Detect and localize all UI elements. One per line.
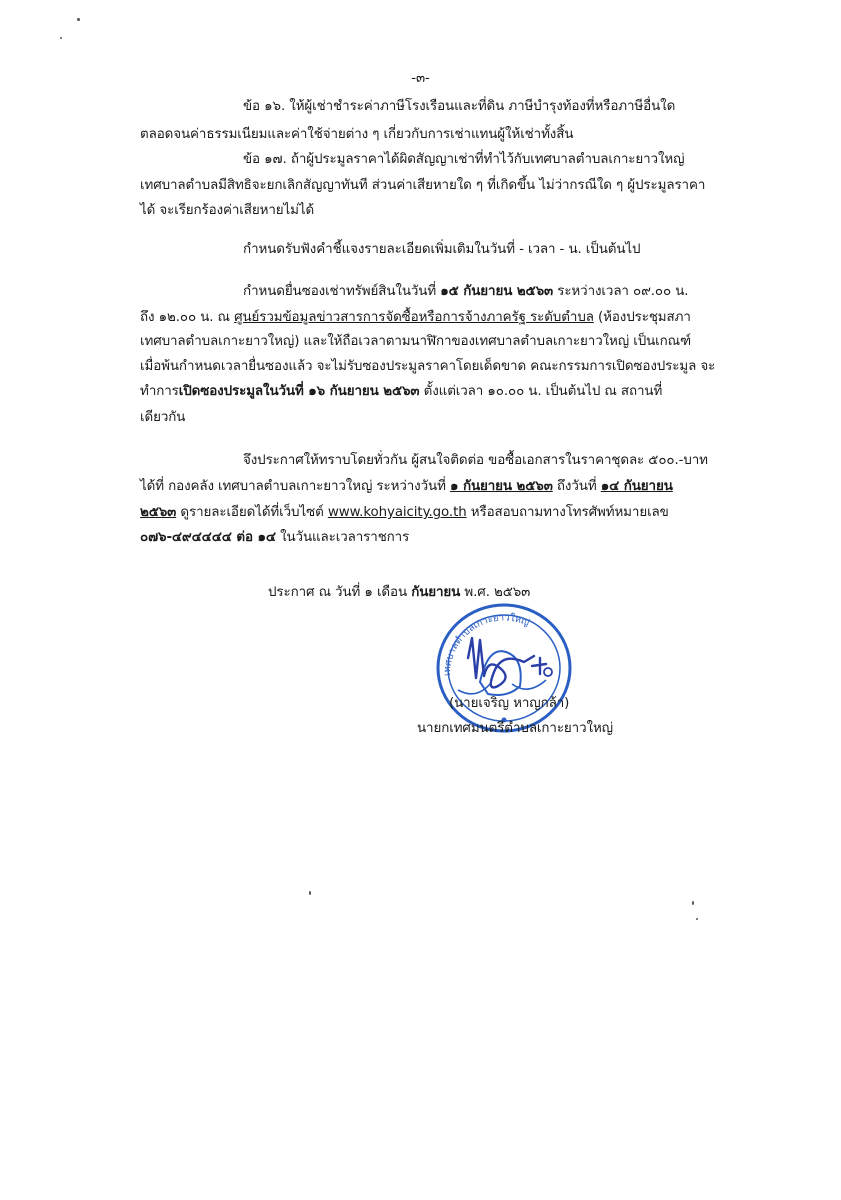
submission-line4: เมื่อพ้นกำหนดเวลายื่นซองแล้ว จะไม่รับซองประมูลราคาโดยเด็ดขาด คณะกรรมการเปิดซองประมูล จะ [140, 359, 716, 374]
announcement-l2a: ได้ที่ กองคลัง เทศบาลตำบลเกาะยาวใหญ่ ระหว่างวันที่ [140, 479, 446, 494]
announcement-l2c: ถึงวันที่ [556, 479, 597, 494]
submission-l5a: ทำการ [140, 384, 179, 399]
sale-start-date: ๑ กันยายน ๒๕๖๓ [449, 479, 553, 494]
dated-month: กันยายน [411, 585, 461, 600]
website-link[interactable]: www.kohyaicity.go.th [327, 505, 467, 520]
submission-l1c: ระหว่างเวลา ๐๙.๐๐ น. [557, 284, 689, 299]
signatory-name: (นายเจริญ หาญกล้า) [449, 696, 570, 711]
announcement-line2 [140, 478, 673, 496]
sale-end-year: ๒๕๖๓ [140, 505, 177, 520]
bid-opening-date: เปิดซองประมูลในวันที่ ๑๖ กันยายน ๒๕๖๓ [178, 384, 420, 399]
submission-date: ๑๕ กันยายน ๒๕๖๓ [440, 284, 554, 299]
announcement-l3d: หรือสอบถามทางโทรศัพท์หมายเลข [470, 505, 669, 520]
scan-speck [60, 37, 62, 39]
seal-text: เทศบาลตำบลเกาะยาวใหญ่ [441, 612, 531, 677]
sale-end-date: ๑๔ กันยายน [600, 479, 673, 494]
page-number: -๓- [411, 71, 430, 86]
scan-speck [309, 891, 311, 895]
submission-line3: เทศบาลตำบลเกาะยาวใหญ่) และให้ถือเวลาตามนาฬิกาของเทศบาลตำบลเกาะยาวใหญ่ เป็นเกณฑ์ [140, 334, 691, 349]
clause16-line1: ข้อ ๑๖. ให้ผู้เช่าชำระค่าภาษีโรงเรือนและที่ดิน ภาษีบำรุงท้องที่หรือภาษีอื่นใด [243, 99, 676, 114]
dated-prefix: ประกาศ ณ วันที่ ๑ เดือน [268, 585, 408, 600]
submission-line2 [140, 309, 691, 327]
announcement-l4b: ในวันและเวลาราชการ [280, 530, 410, 545]
clause17-line1: ข้อ ๑๗. ถ้าผู้ประมูลราคาได้ผิดสัญญาเช่าที่ทำไว้กับเทศบาลตำบลเกาะยาวใหญ่ [243, 152, 685, 167]
official-seal-stamp [428, 598, 578, 736]
scan-speck [692, 901, 694, 905]
submission-line6: เดียวกัน [140, 410, 186, 425]
scan-speck [77, 18, 80, 21]
announcement-l3b: ดูรายละเอียดได้ที่เว็บไซต์ [180, 505, 324, 520]
announcement-line1: จึงประกาศให้ทราบโดยทั่วกัน ผู้สนใจติดต่อ ขอซื้อเอกสารในราคาชุดละ ๕๐๐.-บาท [243, 453, 708, 468]
announcement-line3 [140, 504, 669, 522]
submission-line5 [140, 383, 662, 401]
clause16-line2: ตลอดจนค่าธรรมเนียมและค่าใช้จ่ายต่าง ๆ เกี่ยวกับการเช่าแทนผู้ให้เช่าทั้งสิ้น [140, 127, 574, 142]
procurement-center-label: ศูนย์รวมข้อมูลข่าวสารการจัดซื้อหรือการจ้างภาครัฐ ระดับตำบล [234, 310, 594, 325]
submission-l1a: กำหนดยื่นซองเช่าทรัพย์สินในวันที่ [243, 284, 437, 299]
signatory-position: นายกเทศมนตรีตำบลเกาะยาวใหญ่ [417, 721, 613, 736]
submission-l2a: ถึง ๑๒.๐๐ น. ณ [140, 310, 230, 325]
explanation-line: กำหนดรับฟังคำชี้แจงรายละเอียดเพิ่มเติมในวันที่ - เวลา - น. เป็นต้นไป [243, 242, 641, 257]
scan-speck [696, 918, 698, 920]
submission-l2c: (ห้องประชุมสภา [598, 310, 691, 325]
clause17-line2: เทศบาลตำบลมีสิทธิจะยกเลิกสัญญาทันที ส่วนค่าเสียหายใด ๆ ที่เกิดขึ้น ไม่ว่ากรณีใด ๆ ผู้ประมูลราคา [140, 178, 706, 193]
submission-line1 [243, 283, 688, 301]
submission-l5c: ตั้งแต่เวลา ๑๐.๐๐ น. เป็นต้นไป ณ สถานที่ [423, 384, 663, 399]
phone-number: ๐๗๖-๔๙๔๔๔๔ ต่อ ๑๔ [140, 530, 276, 545]
clause17-line3: ได้ จะเรียกร้องค่าเสียหายไม่ได้ [140, 203, 315, 218]
announcement-line4 [140, 529, 409, 547]
dated-suffix: พ.ศ. ๒๕๖๓ [464, 585, 531, 600]
